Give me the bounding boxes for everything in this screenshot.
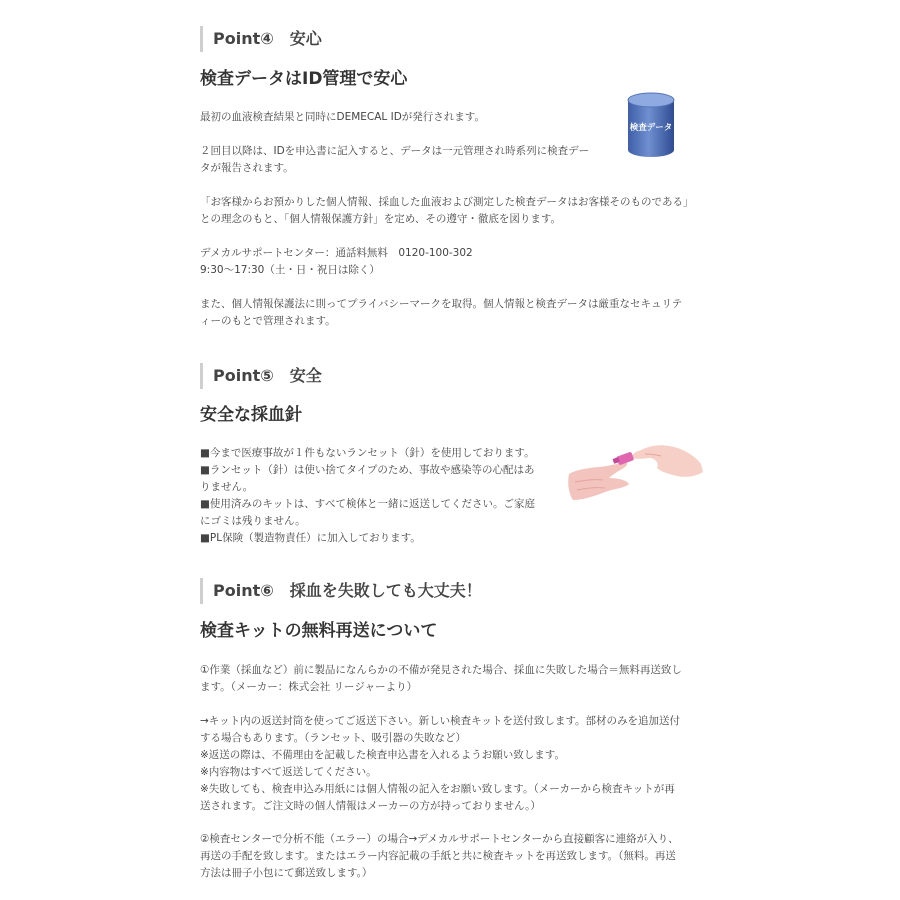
point4-paragraph-2: ２回目以降は、IDを申込書に記入すると、データは一元管理され時系列に検査デー タが報告されます。 bbox=[200, 145, 590, 174]
point4-paragraph-1: 最初の血液検査結果と同時にDEMECAL IDが発行されます。 bbox=[200, 111, 485, 123]
point4-body-5 bbox=[200, 296, 710, 330]
point4-body-3 bbox=[200, 194, 710, 228]
hands-lancet-image bbox=[565, 434, 705, 506]
point6-body-1 bbox=[200, 662, 710, 696]
point6-paragraph-3: ②検査センターで分析不能（エラー）の場合→デメカルサポートセンターから直接顧客に連絡が入り、 再送の手配を致します。またはエラー内容記載の手紙と共に検査キットを再送致します。（無料。再送 方法は冊子小包にて郵送致します。） bbox=[200, 833, 679, 879]
point4-subheading: 検査データはID管理で安心 bbox=[200, 69, 408, 89]
point6-paragraph-2: →キット内の返送封筒を使ってご返送下さい。新しい検査キットを送付致します。部材のみを追加送付 する場合もあります。（ランセット、吸引器の失敗など） ※返送の際は、不備理由を記載した検査申込書を入れるようお願い致します。 ※内容物はすべて返送してください。 ※失敗しても、検査申込み用紙には個人情報の記入をお願い致します。（メーカーから検査キットが再 送されます。ご注文時の個人情報はメーカーの方が持っておりません。） bbox=[200, 715, 681, 812]
database-label: 検査データ bbox=[629, 123, 673, 133]
point6-body-3 bbox=[200, 831, 710, 882]
point5-line-1: ■今まで医療事故が１件もないランセット（針）を使用しております。 bbox=[200, 447, 535, 459]
point5-line-2: ■ランセット（針）は使い捨てタイプのため、事故や感染等の心配はあ bbox=[200, 464, 535, 476]
point4-body-4 bbox=[200, 245, 710, 279]
point4-body-2 bbox=[200, 143, 620, 177]
point6-subheading: 検査キットの無料再送について bbox=[200, 621, 438, 641]
database-icon bbox=[626, 91, 676, 159]
point5-line-4: ■使用済みのキットは、すべて検体と一緒に返送してください。ご家庭 bbox=[200, 498, 535, 510]
point4-paragraph-3: 「お客様からお預かりした個人情報、採血した血液および測定した検査データはお客様そのものである」 との理念のもと、「個人情報保護方針」を定め、その遵守・徹底を図ります。 bbox=[200, 196, 694, 225]
point5-line-5: にゴミは残りません。 bbox=[200, 515, 306, 527]
point6-paragraph-1: ①作業（採血など）前に製品になんらかの不備が発見された場合、採血に失敗した場合＝無料再送致し ます。（メーカー：株式会社 リージャーより） bbox=[200, 664, 682, 693]
point5-body bbox=[200, 445, 560, 547]
point5-line-3: りません。 bbox=[200, 481, 254, 493]
point5-heading: Point⑤ 安全 bbox=[200, 363, 700, 389]
point6-heading: Point⑥ 採血を失敗しても大丈夫！ bbox=[200, 578, 700, 604]
point6-body-2 bbox=[200, 713, 710, 815]
point5-line-6: ■PL保険（製造物責任）に加入しております。 bbox=[200, 532, 421, 544]
point4-paragraph-4: デメカルサポートセンター：通話料無料 0120-100-302 9:30～17:30（土・日・祝日は除く） bbox=[200, 247, 473, 276]
point4-paragraph-5: また、個人情報保護法に則ってプライバシーマークを取得。個人情報と検査データは厳重なセキュリテ ィーのもとで管理されます。 bbox=[200, 298, 683, 327]
point5-subheading: 安全な採血針 bbox=[200, 405, 302, 425]
point4-heading: Point④ 安心 bbox=[200, 26, 700, 52]
